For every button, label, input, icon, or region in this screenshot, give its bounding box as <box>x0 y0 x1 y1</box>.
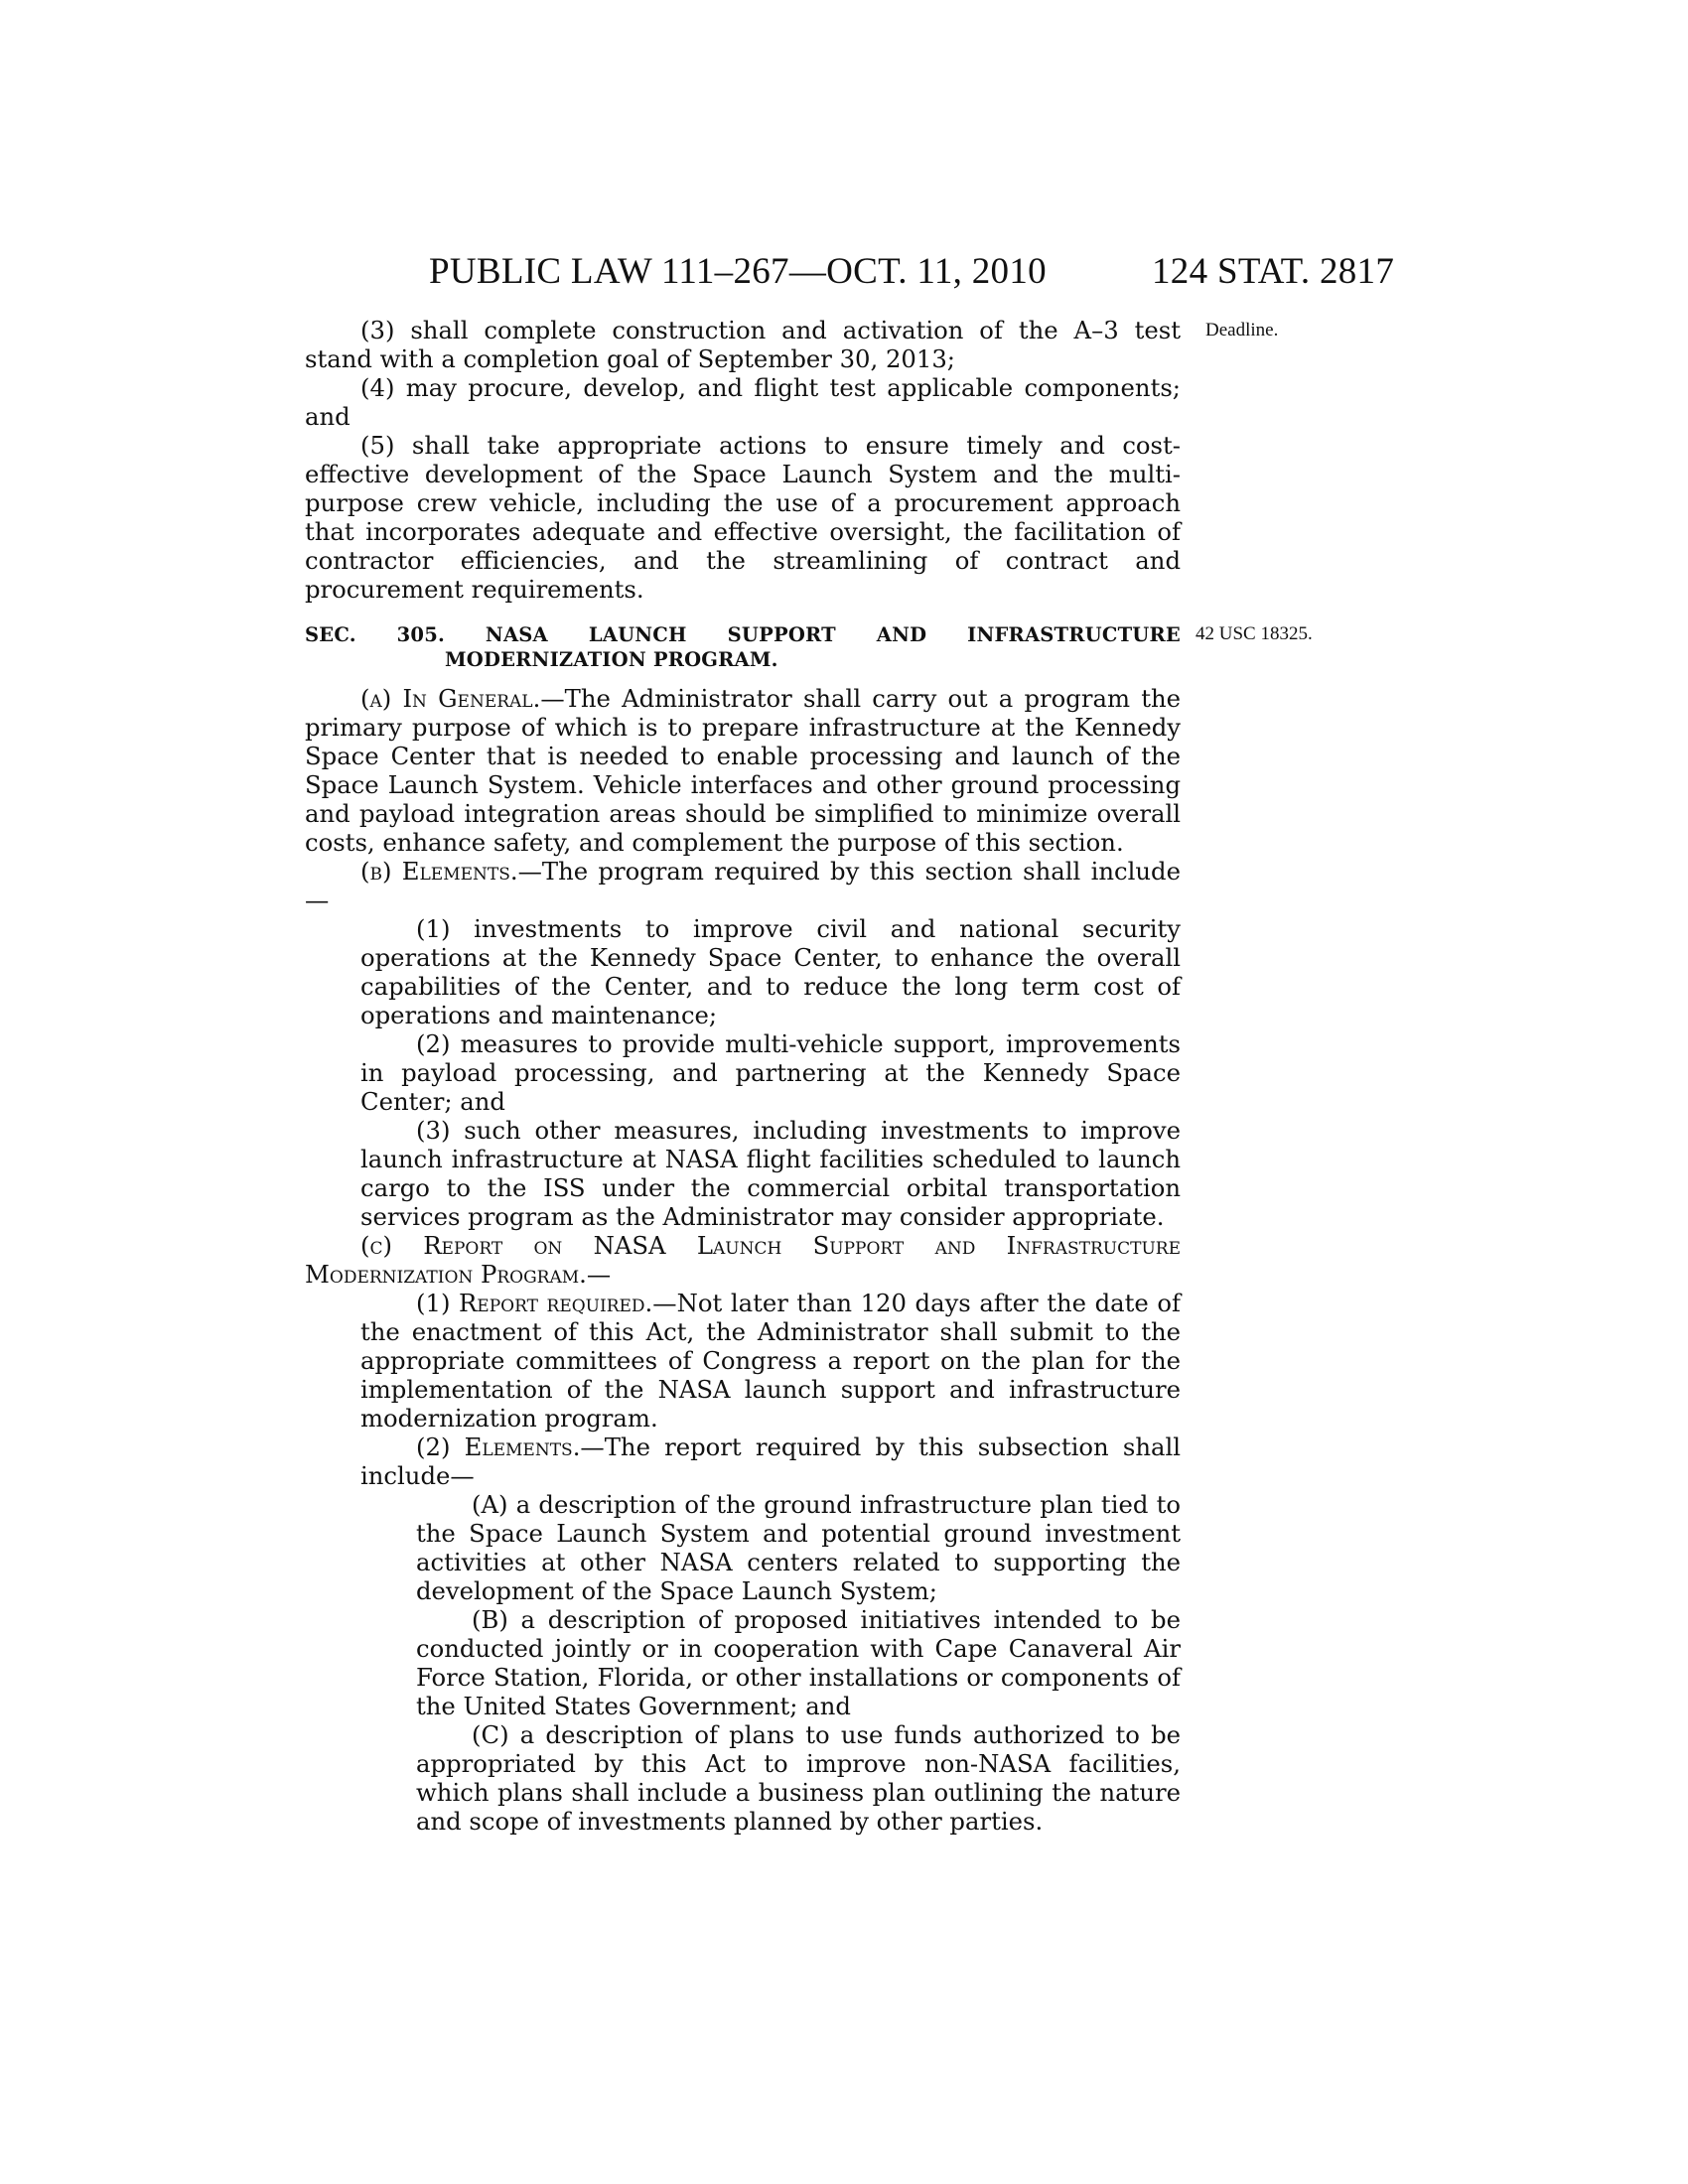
item-5: (5) shall take appropriate actions to ensure timely and cost-effective development of the Space Launch System and the multi-purpose crew vehicle, including the use of a procurement approach that incorporates adequate and effective oversight, the facilitation of contractor efficiencies, and the streamlining of contract and procurement requirements. <box>305 431 1181 604</box>
paragraph-c2-label: (2) Elements. <box>416 1433 581 1461</box>
subsection-b-label: (b) Elements. <box>360 857 518 886</box>
item-4: (4) may procure, develop, and flight test applicable components; and <box>305 373 1181 431</box>
running-header-page: 124 STAT. 2817 <box>1152 251 1395 292</box>
paragraph-b1: (1) investments to improve civil and national security operations at the Kennedy Space Center, to enhance the overall capabilities of the Center, and to reduce the long term cost of operations and maintenance; <box>360 914 1181 1029</box>
subsection-b-text: —The program required by this section shall include— <box>305 857 1181 914</box>
paragraph-c2 <box>305 1433 1181 1490</box>
subsection-c-label: (c) Report on NASA Launch Support and Infrastructure Modernization Program. <box>305 1231 1181 1289</box>
subsection-c <box>305 1231 1181 1289</box>
subsection-a <box>305 684 1181 857</box>
subparagraph-c2-b: (B) a description of proposed initiatives intended to be conducted jointly or in cooperation with Cape Canaveral Air Force Station, Florida, or other installations or components of the United States Government; and <box>416 1605 1181 1720</box>
margin-note-deadline: Deadline. <box>1205 320 1279 341</box>
section-heading: SEC. 305. NASA LAUNCH SUPPORT AND INFRASTRUCTURE MODERNIZATION PROGRAM. <box>305 623 1181 671</box>
paragraph-b2: (2) measures to provide multi-vehicle support, improvements in payload processing, and partnering at the Kennedy Space Center; and <box>360 1029 1181 1116</box>
running-header-title: PUBLIC LAW 111–267—OCT. 11, 2010 <box>429 251 1047 292</box>
subsection-a-text: —The Administrator shall carry out a program the primary purpose of which is to prepare infrastructure at the Kennedy Space Center that is needed to enable processing and launch of the Space Launch System. Vehicle interfaces and other ground processing and payload integration areas should be simplified to minimize overall costs, enhance safety, and complement the purpose of this section. <box>305 684 1181 857</box>
subsection-b <box>305 857 1181 914</box>
paragraph-c1 <box>305 1289 1181 1433</box>
subsection-a-label: (a) In General. <box>360 684 541 713</box>
margin-note-usc: 42 USC 18325. <box>1196 623 1313 644</box>
paragraph-c1-text: —Not later than 120 days after the date of the enactment of this Act, the Administrator shall submit to the appropriate committees of Congress a report on the plan for the implementation of the NASA launch support and infrastructure modernization program. <box>360 1289 1181 1433</box>
paragraph-c2-text: —The report required by this subsection shall include— <box>360 1433 1181 1490</box>
paragraph-b3: (3) such other measures, including investments to improve launch infrastructure at NASA flight facilities scheduled to launch cargo to the ISS under the commercial orbital transportation services program as the Administrator may consider appropriate. <box>360 1116 1181 1231</box>
item-3: (3) shall complete construction and activation of the A–3 test stand with a completion goal of September 30, 2013; <box>305 316 1181 373</box>
subparagraph-c2-a: (A) a description of the ground infrastructure plan tied to the Space Launch System and potential ground investment activities at other NASA centers related to supporting the development of the Space Launch System; <box>416 1490 1181 1605</box>
subsection-c-text: — <box>586 1260 612 1289</box>
subparagraph-c2-c: (C) a description of plans to use funds authorized to be appropriated by this Act to improve non-NASA facilities, which plans shall include a business plan outlining the nature and scope of investments planned by other parties. <box>416 1720 1181 1836</box>
document-body <box>305 316 1181 1836</box>
paragraph-c1-label: (1) Report required. <box>416 1289 653 1317</box>
